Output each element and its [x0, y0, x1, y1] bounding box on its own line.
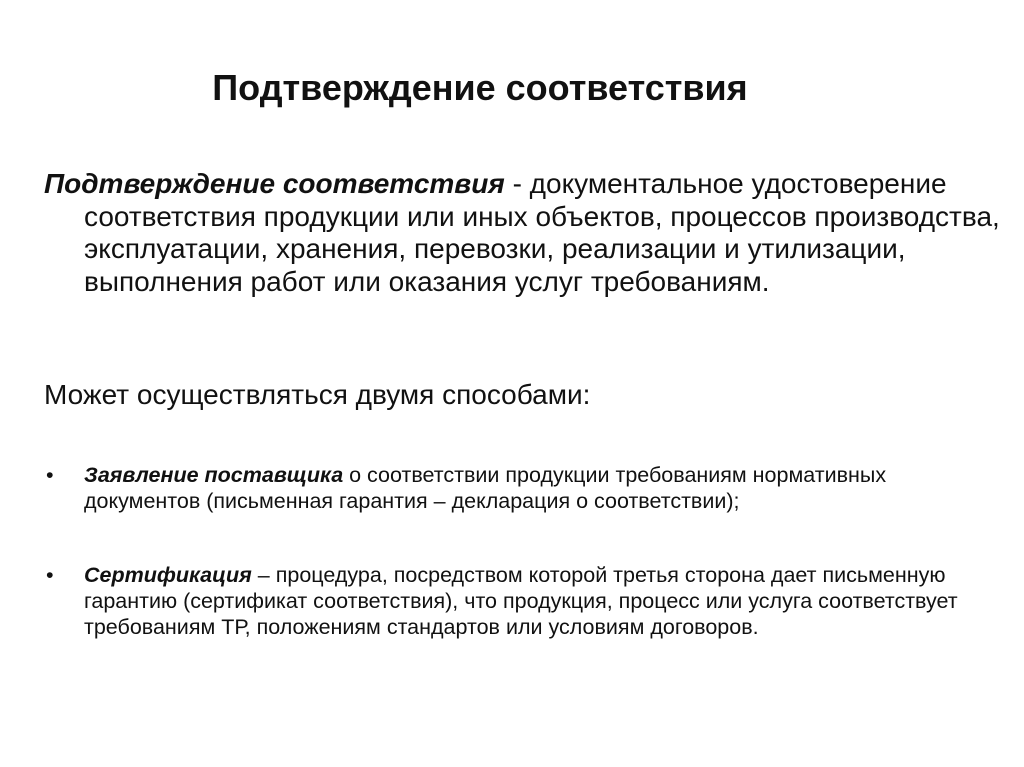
bullet-marker: •: [46, 563, 54, 587]
list-item: [44, 562, 974, 640]
definition-term: Подтверждение соответствия: [44, 168, 505, 199]
bullet-term: Заявление поставщика: [84, 463, 344, 487]
definition-text: - документальное удостоверение соответствия продукции или иных объектов, процессов производства, эксплуатации, хранения, перевозки, реализации и утилизации, выполнения работ или оказания услуг требованиям.: [84, 168, 1000, 297]
bullet-text: – процедура, посредством которой третья сторона дает письменную гарантию (сертификат соответствия), что продукция, процесс или услуга соответствует требованиям ТР, положениям стандартов или условиям договоров.: [84, 563, 958, 639]
methods-list: [44, 462, 974, 640]
methods-intro: Может осуществляться двумя способами:: [44, 379, 591, 410]
definition-paragraph: [44, 168, 1024, 298]
bullet-term: Сертификация: [84, 563, 252, 587]
slide-title: Подтверждение соответствия: [212, 67, 748, 108]
list-item: [44, 462, 974, 514]
bullet-text: о соответствии продукции требованиям нормативных документов (письменная гарантия – декларация о соответствии);: [84, 463, 887, 513]
bullet-marker: •: [46, 463, 54, 487]
